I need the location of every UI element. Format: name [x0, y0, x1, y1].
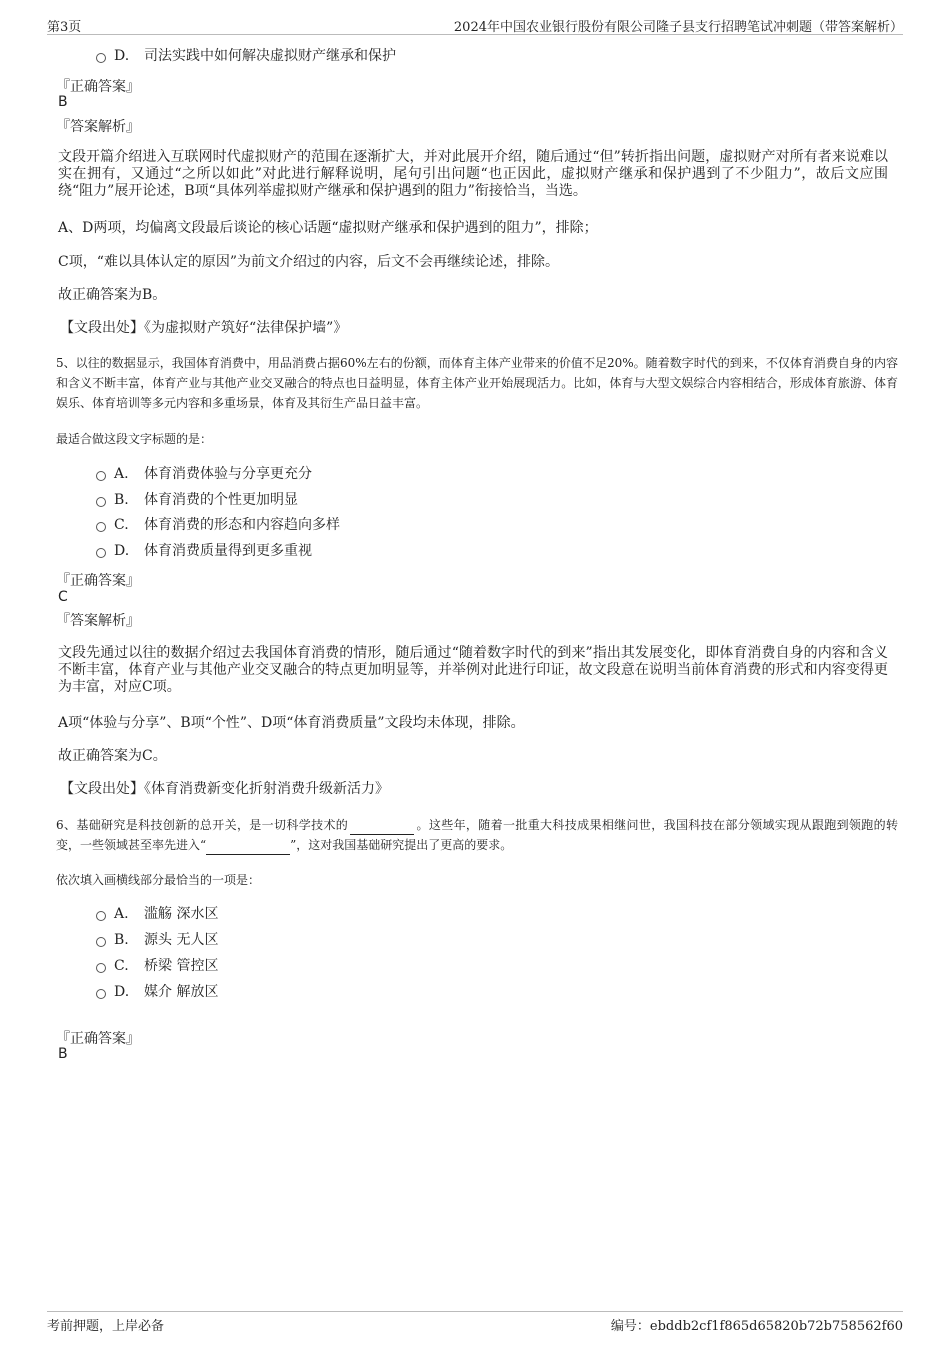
q6-stem: 6、基础研究是科技创新的总开关，是一切科学技术的 。这些年，随着一批重大科技成果相继问世，我国科技在部分领域实现从跟跑到领跑的转变，一些领域甚至率先进入“ ”，这对我国基础研究提出了更高的要求。 [56, 815, 898, 855]
q5-answer-label: 『正确答案』 [56, 573, 140, 589]
q5-source: 【文段出处】《体育消费新变化折射消费升级新活力》 [60, 781, 389, 797]
q4-answer-label: 『正确答案』 [56, 79, 140, 95]
q5-analysis-1: 文段先通过以往的数据介绍过去我国体育消费的情形，随后通过“随着数字时代的到来”指出其发展变化，即体育消费自身的内容和含义不断丰富，体育产业与其他产业交叉融合的特点更加明显等，并举例对此进行印证，故文段意在说明当前体育消费的形式和内容变得更为丰富，对应C项。 [58, 645, 888, 695]
q6-answer-label: 『正确答案』 [56, 1031, 140, 1047]
page-header [47, 14, 903, 35]
q4-option-d[interactable]: D. 司法实践中如何解决虚拟财产继承和保护 [96, 46, 396, 66]
q4-analysis-3: C项，“难以具体认定的原因”为前文介绍过的内容，后文不会再继续论述，排除。 [58, 254, 560, 270]
page-number: 第3页 [47, 20, 82, 35]
q6-option-a[interactable]: A. 滥觞 深水区 [96, 904, 218, 924]
q4-source: 【文段出处】《为虚拟财产筑好“法律保护墙”》 [60, 320, 348, 336]
q6-option-d[interactable]: D. 媒介 解放区 [96, 982, 218, 1002]
q6-option-c[interactable]: C. 桥梁 管控区 [96, 956, 218, 976]
q5-answer: C [58, 589, 68, 605]
q4-analysis-label: 『答案解析』 [56, 119, 140, 135]
q6-blank-2 [206, 840, 290, 855]
q5-analysis-label: 『答案解析』 [56, 613, 140, 629]
q6-blank-1 [350, 820, 414, 835]
q5-option-a[interactable]: A. 体育消费体验与分享更充分 [96, 464, 312, 484]
q5-analysis-3: 故正确答案为C。 [58, 748, 167, 764]
radio-icon[interactable] [96, 53, 106, 63]
q4-analysis-2: A、D两项，均偏离文段最后谈论的核心话题“虚拟财产继承和保护遇到的阻力”，排除； [58, 220, 598, 236]
q5-prompt: 最适合做这段文字标题的是： [56, 432, 213, 446]
radio-icon[interactable] [96, 548, 106, 558]
q6-prompt: 依次填入画横线部分最恰当的一项是： [56, 873, 261, 887]
radio-icon[interactable] [96, 937, 106, 947]
document-title: 2024年中国农业银行股份有限公司隆子县支行招聘笔试冲刺题（带答案解析） [453, 20, 903, 35]
footer-slogan: 考前押题，上岸必备 [47, 1319, 165, 1334]
q5-analysis-2: A项“体验与分享”、B项“个性”、D项“体育消费质量”文段均未体现，排除。 [58, 715, 525, 731]
radio-icon[interactable] [96, 963, 106, 973]
q4-analysis-1: 文段开篇介绍进入互联网时代虚拟财产的范围在逐渐扩大，并对此展开介绍，随后通过“但”转折指出问题，虚拟财产对所有者来说难以实在拥有，又通过“之所以如此”对此进行解释说明，尾句引出问题“也正因此，虚拟财产继承和保护遇到了不少阻力”，故后文应围绕“阻力”展开论述，B项“具体列举虚拟财产继承和保护遇到的阻力”衔接恰当，当选。 [58, 149, 888, 199]
q6-option-b[interactable]: B. 源头 无人区 [96, 930, 218, 950]
q5-stem: 5、以往的数据显示，我国体育消费中，用品消费占据60%左右的份额，而体育主体产业带来的价值不足20%。随着数字时代的到来，不仅体育消费自身的内容和含义不断丰富，体育产业与其他产业交叉融合的特点也日益明显，体育主体产业开始展现活力。比如，体育与大型文娱综合内容相结合，形成体育旅游、体育娱乐、体育培训等多元内容和多重场景，体育及其衍生产品日益丰富。 [56, 356, 898, 410]
q5-option-c[interactable]: C. 体育消费的形态和内容趋向多样 [96, 515, 340, 535]
q5-option-b[interactable]: B. 体育消费的个性更加明显 [96, 490, 298, 510]
q4-analysis-4: 故正确答案为B。 [58, 287, 167, 303]
radio-icon[interactable] [96, 522, 106, 532]
radio-icon[interactable] [96, 497, 106, 507]
radio-icon[interactable] [96, 911, 106, 921]
q5-option-d[interactable]: D. 体育消费质量得到更多重视 [96, 541, 312, 561]
q6-answer: B [58, 1046, 68, 1062]
q4-answer: B [58, 94, 68, 110]
document-code: 编号：ebddb2cf1f865d65820b72b758562f60 [610, 1319, 903, 1334]
radio-icon[interactable] [96, 471, 106, 481]
page-footer [47, 1311, 903, 1336]
radio-icon[interactable] [96, 989, 106, 999]
